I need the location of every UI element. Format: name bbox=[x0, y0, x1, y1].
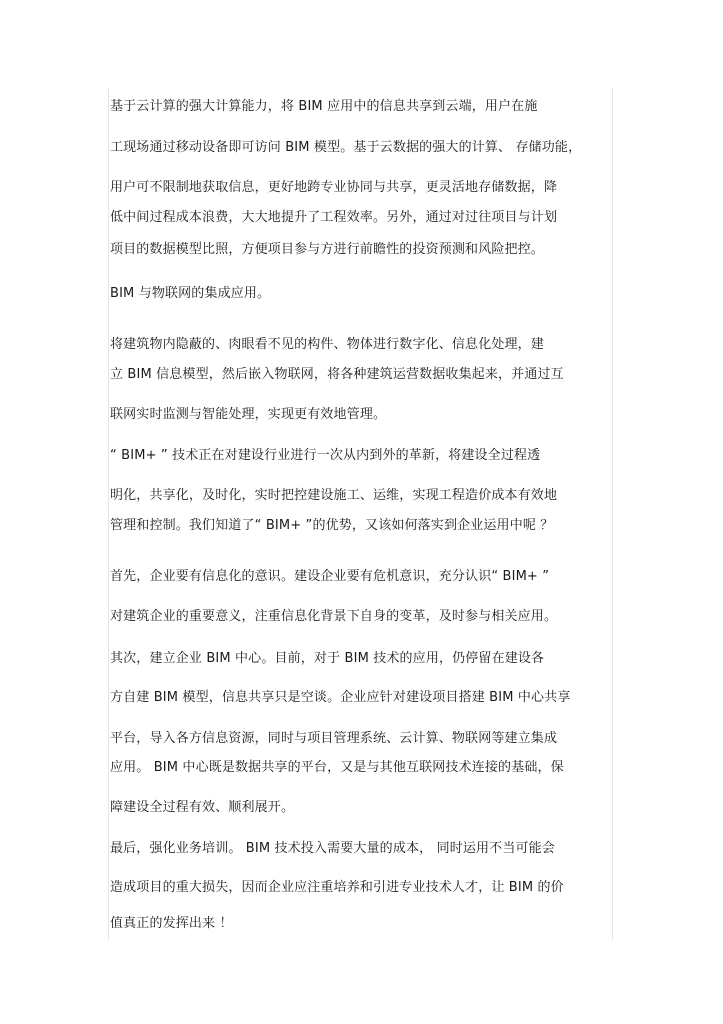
paragraph-line: 其次，建立企业 BIM 中心。目前，对于 BIM 技术的应用，仍停留在建设各 bbox=[110, 651, 545, 666]
paragraph-line: 联网实时监测与智能处理，实现更有效地管理。 bbox=[110, 407, 387, 422]
paragraph-line: 应用。 BIM 中心既是数据共享的平台，又是与其他互联网技术连接的基础，保 bbox=[110, 760, 564, 775]
paragraph-line: 方自建 BIM 模型，信息共享只是空谈。企业应针对建设项目搭建 BIM 中心共享 bbox=[110, 690, 571, 705]
paragraph-line: 管理和控制。我们知道了“ BIM+ ”的优势，又该如何落实到企业运用中呢 ？ bbox=[110, 518, 554, 533]
paragraph-line: 值真正的发挥出来 ！ bbox=[110, 916, 233, 931]
paragraph-line: 将建筑物内隐蔽的、肉眼看不见的构件、物体进行数字化、信息化处理，建 bbox=[110, 337, 544, 352]
paragraph-line: 工现场通过移动设备即可访问 BIM 模型。基于云数据的强大的计算、 存储功能， bbox=[110, 140, 582, 155]
paragraph-line: 最后，强化业务培训。 BIM 技术投入需要大量的成本， 同时运用不当可能会 bbox=[110, 841, 555, 856]
right-margin-rule bbox=[612, 88, 613, 940]
paragraph-line: 障建设全过程有效、顺利展开。 bbox=[110, 800, 295, 815]
paragraph-line: “ BIM+ ” 技术正在对建设行业进行一次从内到外的革新，将建设全过程透 bbox=[110, 448, 541, 463]
left-margin-rule bbox=[108, 88, 109, 940]
paragraph-line: 对建筑企业的重要意义，注重信息化背景下自身的变革，及时参与相关应用。 bbox=[110, 609, 558, 624]
paragraph-line: 造成项目的重大损失，因而企业应注重培养和引进专业技术人才，让 BIM 的价 bbox=[110, 880, 564, 895]
paragraph-line: 基于云计算的强大计算能力，将 BIM 应用中的信息共享到云端，用户在施 bbox=[110, 99, 538, 114]
paragraph-line: 明化，共享化，及时化，实时把控建设施工、运维，实现工程造价成本有效地 bbox=[110, 488, 558, 503]
paragraph-line: 用户可不限制地获取信息，更好地跨专业协同与共享，更灵活地存储数据，降 bbox=[110, 180, 558, 195]
paragraph-line: 低中间过程成本浪费，大大地提升了工程效率。另外，通过对过往项目与计划 bbox=[110, 210, 558, 225]
paragraph-line: 立 BIM 信息模型，然后嵌入物联网，将各种建筑运营数据收集起来，并通过互 bbox=[110, 367, 564, 382]
paragraph-line: 平台，导入各方信息资源，同时与项目管理系统、云计算、物联网等建立集成 bbox=[110, 731, 558, 746]
paragraph-line: 项目的数据模型比照，方便项目参与方进行前瞻性的投资预测和风险把控。 bbox=[110, 242, 544, 257]
section-heading: BIM 与物联网的集成应用。 bbox=[110, 286, 271, 301]
paragraph-line: 首先，企业要有信息化的意识。建设企业要有危机意识，充分认识“ BIM+ ” bbox=[110, 569, 550, 584]
